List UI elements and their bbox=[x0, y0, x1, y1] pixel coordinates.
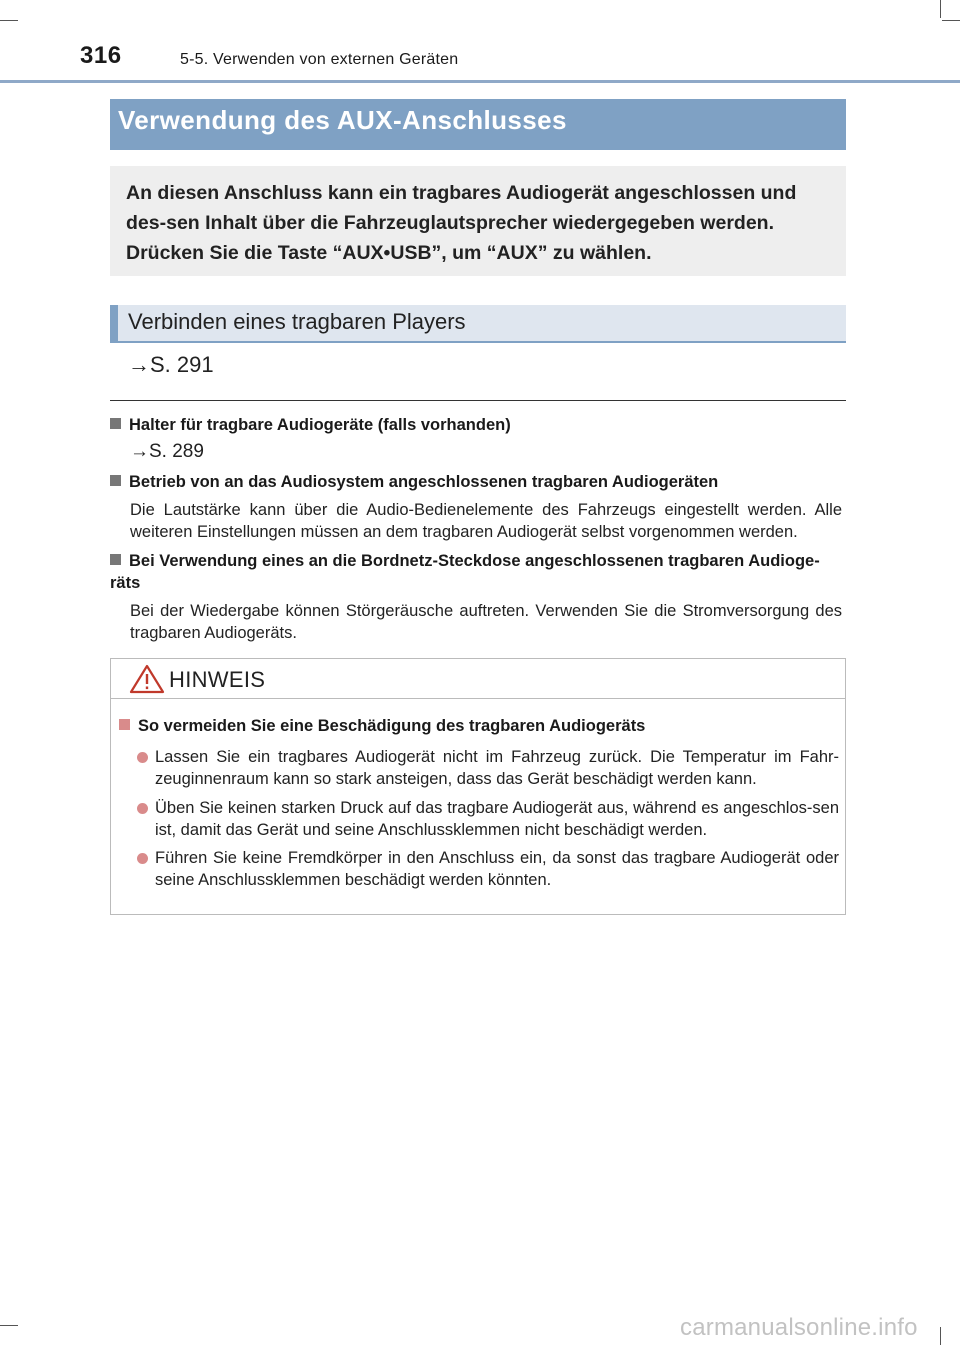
notice-bullet-text: Führen Sie keine Fremdkörper in den Anschluss ein, da sonst das tragbare Audiogerät oder seine Anschlussklemmen beschädigt werden könnten. bbox=[155, 849, 839, 889]
round-bullet-icon bbox=[137, 752, 148, 763]
round-bullet-icon bbox=[137, 803, 148, 814]
subsection-heading bbox=[110, 305, 846, 343]
item-heading bbox=[110, 471, 846, 493]
intro-box: An diesen Anschluss kann ein tragbares Audiogerät angeschlossen und des-sen Inhalt über die Fahrzeuglautsprecher wiedergegeben werden. Drücken Sie die Taste “AUX•USB”, um “AUX” zu wählen. bbox=[110, 166, 846, 276]
item-body: Bei der Wiedergabe können Störgeräusche auftreten. Verwenden Sie die Stromversorgung des tragbaren Audiogeräts. bbox=[130, 602, 842, 642]
square-bullet-icon bbox=[110, 475, 121, 486]
square-bullet-icon bbox=[110, 418, 121, 429]
notice-header bbox=[111, 659, 845, 699]
crop-mark bbox=[940, 1327, 941, 1345]
notice-heading-text: So vermeiden Sie eine Beschädigung des tragbaren Audiogeräts bbox=[138, 717, 646, 735]
notice-box bbox=[110, 658, 846, 915]
notice-title: HINWEIS bbox=[169, 667, 266, 692]
square-bullet-icon bbox=[119, 719, 130, 730]
item-heading-text: Betrieb von an das Audiosystem angeschlossenen tragbaren Audiogeräten bbox=[129, 473, 719, 491]
crop-mark bbox=[0, 1325, 18, 1326]
section-title: Verwendung des AUX-Anschlusses bbox=[118, 105, 567, 135]
subsection-title: Verbinden eines tragbaren Players bbox=[128, 309, 466, 334]
chapter-title: 5-5. Verwenden von externen Geräten bbox=[180, 51, 459, 68]
item-heading-text: Halter für tragbare Audiogeräte (falls vorhanden) bbox=[129, 416, 511, 434]
notice-bullet bbox=[137, 797, 839, 841]
crop-mark bbox=[940, 0, 941, 18]
page-number: 316 bbox=[80, 42, 122, 69]
crop-mark bbox=[0, 20, 18, 21]
notice-bullet bbox=[137, 746, 839, 790]
notice-heading bbox=[119, 717, 839, 736]
page-reference[interactable]: →S. 289 bbox=[130, 441, 204, 462]
item-body: Die Lautstärke kann über die Audio-Bedienelemente des Fahrzeugs eingestellt werden. Alle weiteren Einstellungen müssen an dem tragbaren Audiogerät selbst vorgenommen werden. bbox=[130, 501, 842, 541]
item-heading bbox=[110, 550, 846, 594]
page-reference[interactable]: →S. 291 bbox=[128, 352, 214, 377]
item-heading-text: Bei Verwendung eines an die Bordnetz-Steckdose angeschlossenen tragbaren Audioge-räts bbox=[110, 552, 820, 592]
crop-mark bbox=[942, 20, 960, 21]
divider bbox=[110, 400, 846, 401]
notice-bullet-text: Üben Sie keinen starken Druck auf das tragbare Audiogerät aus, während es angeschlos-sen ist, damit das Gerät und seine Anschlussklemmen nicht beschädigt werden. bbox=[155, 799, 839, 839]
round-bullet-icon bbox=[137, 853, 148, 864]
section-banner bbox=[110, 99, 846, 150]
square-bullet-icon bbox=[110, 554, 121, 565]
notice-bullet-text: Lassen Sie ein tragbares Audiogerät nicht im Fahrzeug zurück. Die Temperatur im Fahr-zeuginnenraum kann so stark ansteigen, dass das Gerät beschädigt werden kann. bbox=[155, 748, 839, 788]
item-heading bbox=[110, 414, 846, 436]
header-rule bbox=[0, 80, 960, 83]
warning-triangle-icon bbox=[129, 664, 165, 694]
watermark: carmanualsonline.info bbox=[680, 1314, 918, 1341]
notice-bullet bbox=[137, 847, 839, 891]
